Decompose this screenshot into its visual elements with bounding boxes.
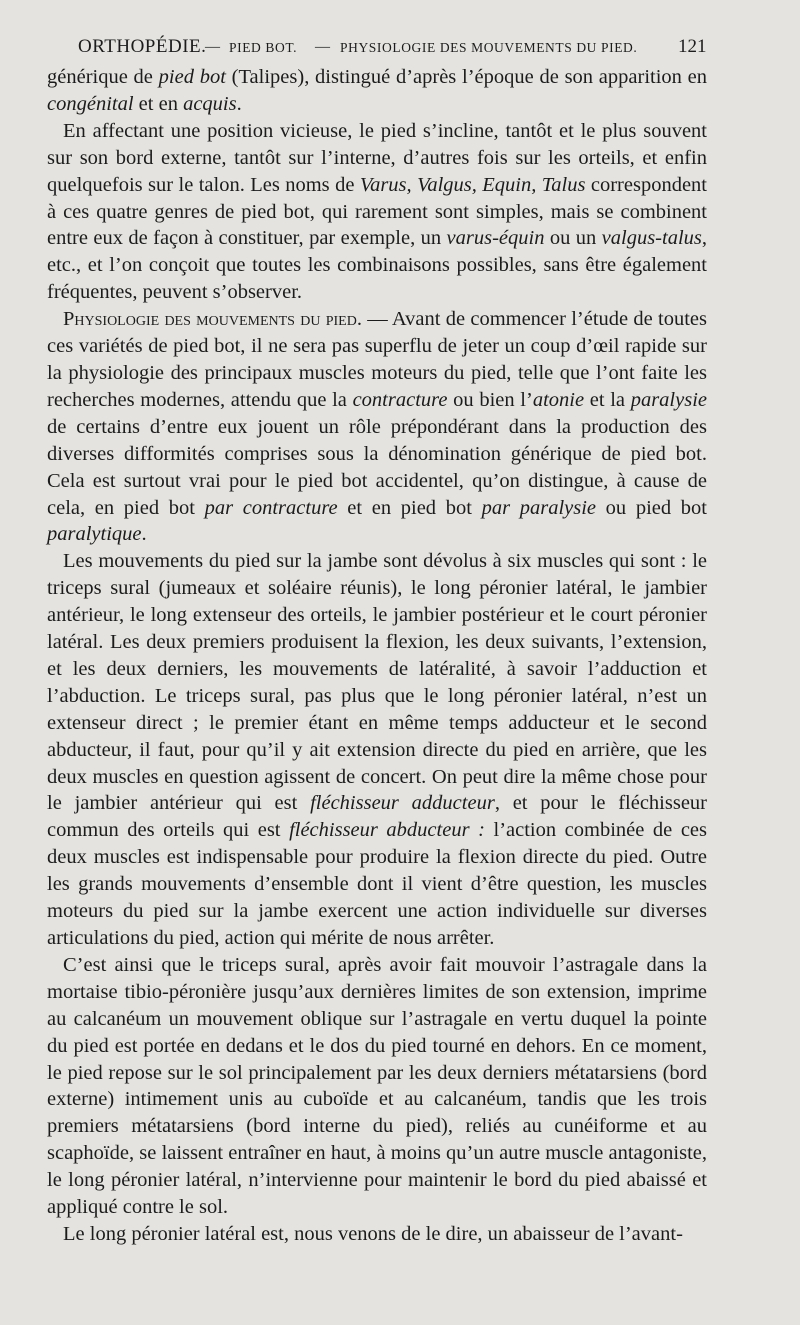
paragraph: générique de pied bot (Talipes), distingué d’après l’époque de son apparition en congénital et en acquis. xyxy=(47,66,707,115)
header-section-physiologie: PHYSIOLOGIE DES MOUVEMENTS DU PIED. xyxy=(340,40,638,55)
header-dash: — xyxy=(315,39,330,55)
paragraph: Les mouvements du pied sur la jambe sont dévolus à six muscles qui sont : le triceps sural (jumeaux et soléaire réunis), le long péronier latéral, le jambier antérieur, le long extenseur des orteils, le jambier postérieur et le court péronier latéral. Les deux premiers produisent la flexion, les deux suivants, l’extension, et les deux derniers, les mouvements de latéralité, à savoir l’adduction et l’abduction. Le triceps sural, pas plus que le long péronier latéral, n’est un extenseur direct ; le premier étant en même temps adducteur et le second abducteur, il faut, pour qu’il y ait extension directe du pied en arrière, que les deux muscles en question agissent de concert. On peut dire la même chose pour le jambier antérieur qui est fléchisseur adducteur, et pour le fléchisseur commun des orteils qui est fléchisseur abducteur : l’action combinée de ces deux muscles est indispensable pour produire la flexion directe du pied. Outre les grands mouvements d’ensemble dont il vient d’être question, les muscles moteurs du pied sur la jambe exercent une action individuelle sur diverses articulations du pied, action qui mérite de nous arrêter. xyxy=(47,550,708,949)
paragraph: Physiologie des mouvements du pied. — Avant de commencer l’étude de toutes ces variétés de pied bot, il ne sera pas superflu de jeter un coup d’œil rapide sur la physiologie des principaux muscles moteurs du pied, telle que l’ont faite les recherches modernes, attendu que la contracture ou bien l’atonie et la paralysie de certains d’entre eux jouent un rôle prépondérant dans la production des diverses difformités comprises sous la dénomination générique de pied bot. Cela est surtout vrai pour le pied bot accidentel, qu’on distingue, à cause de cela, en pied bot par contracture et en pied bot par paralysie ou pied bot paralytique. xyxy=(47,308,708,546)
paragraph: Le long péronier latéral est, nous venons de le dire, un abaisseur de l’avant- xyxy=(63,1222,683,1245)
paragraph: C’est ainsi que le triceps sural, après avoir fait mouvoir l’astragale dans la mortaise tibio-péronière jusqu’aux dernières limites de son extension, imprime au calcanéum un mouvement oblique sur l’astragale en vertu duquel la pointe du pied est portée en dedans et le dos du pied tourné en dehors. En ce moment, le pied repose sur le sol principalement par les deux derniers métatarsiens (bord externe) intimement unis au cuboïde et au calcanéum, tandis que les trois premiers métatarsiens (bord interne du pied), reliés au cunéiforme et au scaphoïde, se laissent entraîner en haut, à moins qu’un autre muscle antagoniste, le long péronier latéral, n’intervienne pour maintenir le bord du pied abaissé et appliqué contre le sol. xyxy=(47,953,707,1219)
paragraph: En affectant une position vicieuse, le pied s’incline, tantôt et le plus souvent sur son bord externe, tantôt sur l’interne, d’autres fois sur les orteils, et enfin quelquefois sur le talon. Les noms de Varus, Valgus, Equin, Talus correspondent à ces quatre genres de pied bot, qui rarement sont simples, mais se combinent entre eux de façon à constituer, par exemple, un varus-équin ou un valgus-talus, etc., et l’on conçoit que toutes les combinaisons possibles, sans être également fréquentes, peuvent s’observer. xyxy=(47,119,707,304)
header-dash: — xyxy=(205,39,220,55)
page-number: 121 xyxy=(678,36,707,57)
section-heading: Physiologie des mouvements du pied. xyxy=(63,308,362,331)
header-title: ORTHOPÉDIE. xyxy=(78,36,207,57)
running-header xyxy=(0,36,800,62)
header-section-pied-bot: PIED BOT. xyxy=(229,40,298,55)
body-text xyxy=(47,64,707,1248)
